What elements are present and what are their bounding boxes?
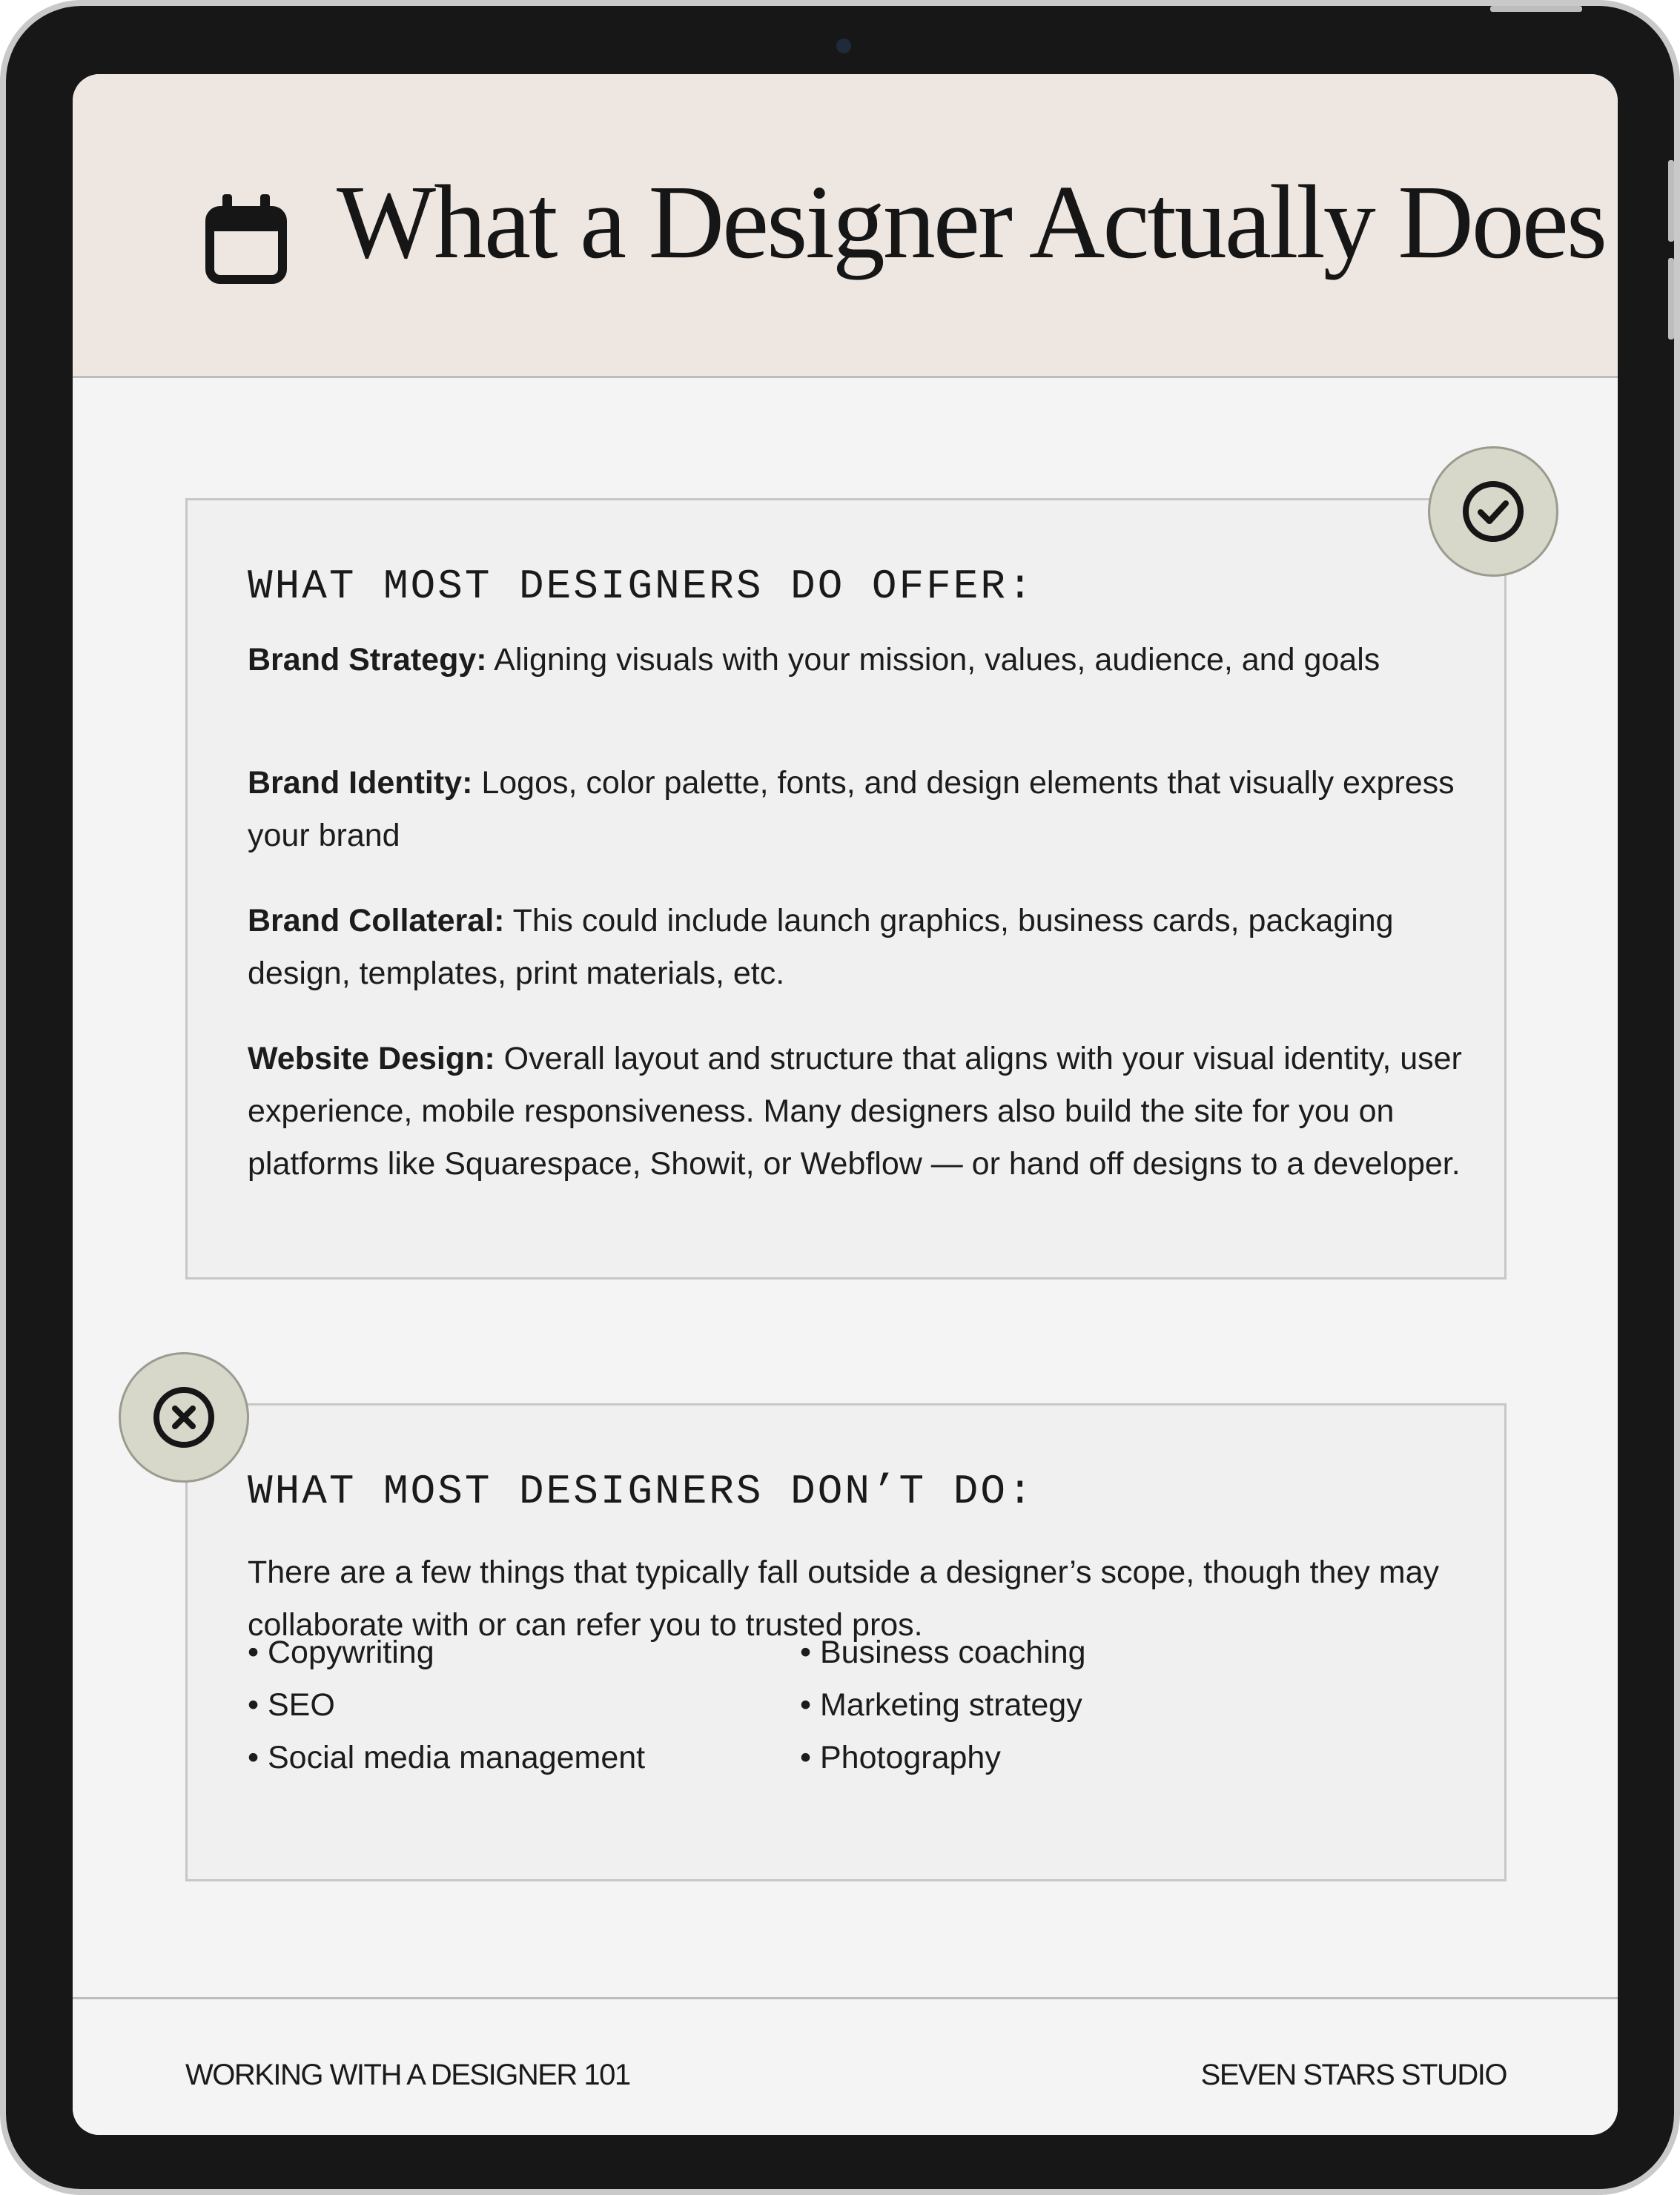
list-item: • Copywriting (248, 1635, 434, 1670)
offer-card (185, 498, 1507, 1279)
offer-item-website-design (248, 1033, 1464, 1191)
offer-item-label: Brand Strategy: (248, 642, 487, 678)
footer-series-title: WORKING WITH A DESIGNER 101 (185, 2059, 630, 2091)
dont-intro: There are a few things that typically fall outside a designer’s scope, though they may collaborate with or can refer you to trusted pros. (248, 1555, 1440, 1643)
list-item: • SEO (248, 1687, 335, 1723)
page-footer (73, 1997, 1618, 2135)
offer-heading: WHAT MOST DESIGNERS DO OFFER: (248, 563, 1035, 610)
dont-card (185, 1403, 1507, 1881)
x-badge (119, 1352, 249, 1483)
offer-item-brand-identity (248, 757, 1464, 862)
camera (836, 39, 851, 53)
offer-item-brand-strategy (248, 634, 1464, 686)
check-circle-icon (1461, 480, 1525, 543)
check-badge (1428, 446, 1558, 577)
offer-item-text: Logos, color palette, fonts, and design elements that visually express your brand (248, 765, 1455, 853)
list-item: • Business coaching (800, 1635, 1086, 1670)
volume-up-button (1668, 160, 1674, 242)
page-header (73, 74, 1618, 378)
list-item: • Marketing strategy (800, 1687, 1082, 1723)
offer-item-text: This could include launch graphics, business cards, packaging design, templates, print materials, etc. (248, 903, 1394, 991)
x-circle-icon (152, 1385, 216, 1449)
screen (73, 74, 1618, 2135)
offer-item-brand-collateral (248, 895, 1464, 1000)
offer-item-label: Brand Identity: (248, 765, 473, 801)
footer-studio-name: SEVEN STARS STUDIO (1200, 2059, 1507, 2091)
list-item: • Photography (800, 1740, 1001, 1775)
offer-item-label: Brand Collateral: (248, 903, 505, 938)
dont-heading: WHAT MOST DESIGNERS DON’T DO: (248, 1468, 1035, 1515)
list-item: • Social media management (248, 1740, 646, 1775)
volume-down-button (1668, 258, 1674, 340)
page-title: What a Designer Actually Does (337, 163, 1606, 280)
calendar-icon (205, 194, 288, 285)
offer-item-label: Website Design: (248, 1041, 495, 1076)
offer-item-text: Aligning visuals with your mission, values, audience, and goals (486, 642, 1380, 678)
offer-item-text: Overall layout and structure that aligns with your visual identity, user experience, mobile responsiveness. Many designers also build the site for you on platforms like Squarespace, Showit, or Webflow — or hand off designs to a developer. (248, 1041, 1462, 1182)
power-button (1490, 6, 1582, 12)
